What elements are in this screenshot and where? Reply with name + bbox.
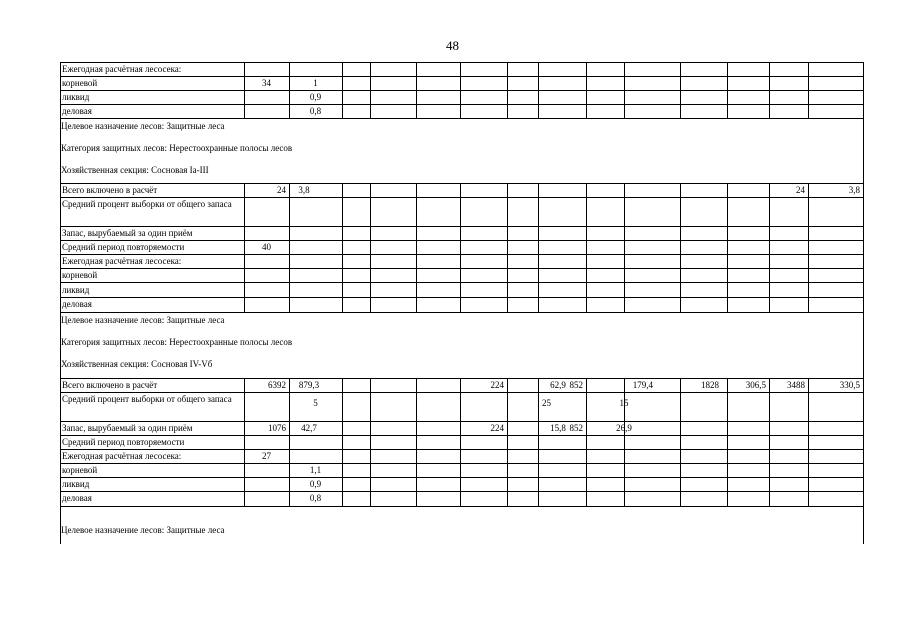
cell-value: 34 bbox=[262, 78, 271, 88]
cell-value: 15 bbox=[619, 398, 629, 408]
row-label-business: деловая bbox=[62, 299, 92, 309]
cell-value: 330,5 bbox=[839, 380, 860, 390]
row-label-total: Всего включено в расчёт bbox=[62, 185, 158, 195]
cell-value: 179,4 bbox=[632, 380, 653, 390]
row-label-avg-period: Средний период повторяемости bbox=[62, 437, 185, 447]
cell-value: 0,8 bbox=[309, 493, 322, 503]
row-label-avg-period: Средний период повторяемости bbox=[62, 242, 185, 252]
cell-value: 0,9 bbox=[309, 479, 322, 489]
row-label-annual: Ежегодная расчётная лесосека: bbox=[62, 451, 182, 461]
cell-value: 879,3 bbox=[298, 380, 320, 390]
row-label-total: Всего включено в расчёт bbox=[62, 380, 158, 390]
cell-value: 15,8 bbox=[550, 423, 566, 433]
cell-value: 26,9 bbox=[616, 423, 632, 433]
cell-value: 24 bbox=[796, 185, 805, 195]
cell-value: 6392 bbox=[268, 380, 286, 390]
cell-value: 27 bbox=[262, 451, 271, 461]
forest-purpose: Целевое назначение лесов: Защитные леса bbox=[61, 315, 225, 325]
cell-value: 1076 bbox=[268, 423, 286, 433]
forest-category: Категория защитных лесов: Нерестоохранные полосы лесов bbox=[61, 143, 293, 153]
cell-value: 3,8 bbox=[298, 185, 310, 195]
row-label-liquid: ликвид bbox=[62, 92, 90, 102]
row-label-business: деловая bbox=[62, 106, 92, 116]
row-label-annual: Ежегодная расчётная лесосека: bbox=[62, 256, 182, 266]
economic-section: Хозяйственная секция: Сосновая Ia-III bbox=[61, 165, 209, 175]
forest-category: Категория защитных лесов: Нерестоохранные полосы лесов bbox=[61, 337, 293, 347]
cell-value: 3488 bbox=[787, 380, 805, 390]
forest-purpose: Целевое назначение лесов: Защитные леса bbox=[61, 525, 225, 535]
cell-value: 1 bbox=[313, 78, 318, 88]
cell-value: 224 bbox=[490, 423, 504, 433]
row-label-avg-pct: Средний процент выборки от общего запаса bbox=[62, 199, 232, 209]
cell-value: 852 bbox=[569, 423, 583, 433]
cell-value: 40 bbox=[262, 242, 271, 252]
cell-value: 3,8 bbox=[848, 185, 860, 195]
cell-value: 0,9 bbox=[309, 92, 322, 102]
cell-value: 0,8 bbox=[309, 106, 322, 116]
page-number: 48 bbox=[446, 38, 459, 53]
cell-value: 42,7 bbox=[301, 423, 317, 433]
row-label-liquid: ликвид bbox=[62, 479, 90, 489]
forest-purpose: Целевое назначение лесов: Защитные леса bbox=[61, 121, 225, 131]
row-label-business: деловая bbox=[62, 493, 92, 503]
row-label-stock-once: Запас, вырубаемый за один приём bbox=[62, 423, 193, 433]
cell-value: 224 bbox=[490, 380, 504, 390]
cell-value: 1,1 bbox=[309, 465, 322, 475]
cell-value: 1828 bbox=[701, 380, 719, 390]
row-label-root: корневой bbox=[62, 78, 98, 88]
cell-value: 24 bbox=[277, 185, 286, 195]
row-label-avg-pct: Средний процент выборки от общего запаса bbox=[62, 394, 232, 404]
row-label-liquid: ликвид bbox=[62, 285, 90, 295]
economic-section: Хозяйственная секция: Сосновая IV-Vб bbox=[61, 359, 213, 369]
cell-value: 852 bbox=[569, 380, 583, 390]
row-label-root: корневой bbox=[62, 465, 98, 475]
cell-value: 62,9 bbox=[550, 380, 566, 390]
row-label-stock-once: Запас, вырубаемый за один приём bbox=[62, 228, 193, 238]
row-label-annual: Ежегодная расчётная лесосека: bbox=[62, 64, 182, 74]
row-label-root: корневой bbox=[62, 270, 98, 280]
cell-value: 306,5 bbox=[745, 380, 766, 390]
cell-value: 5 bbox=[313, 398, 318, 408]
cell-value: 25 bbox=[542, 398, 551, 408]
